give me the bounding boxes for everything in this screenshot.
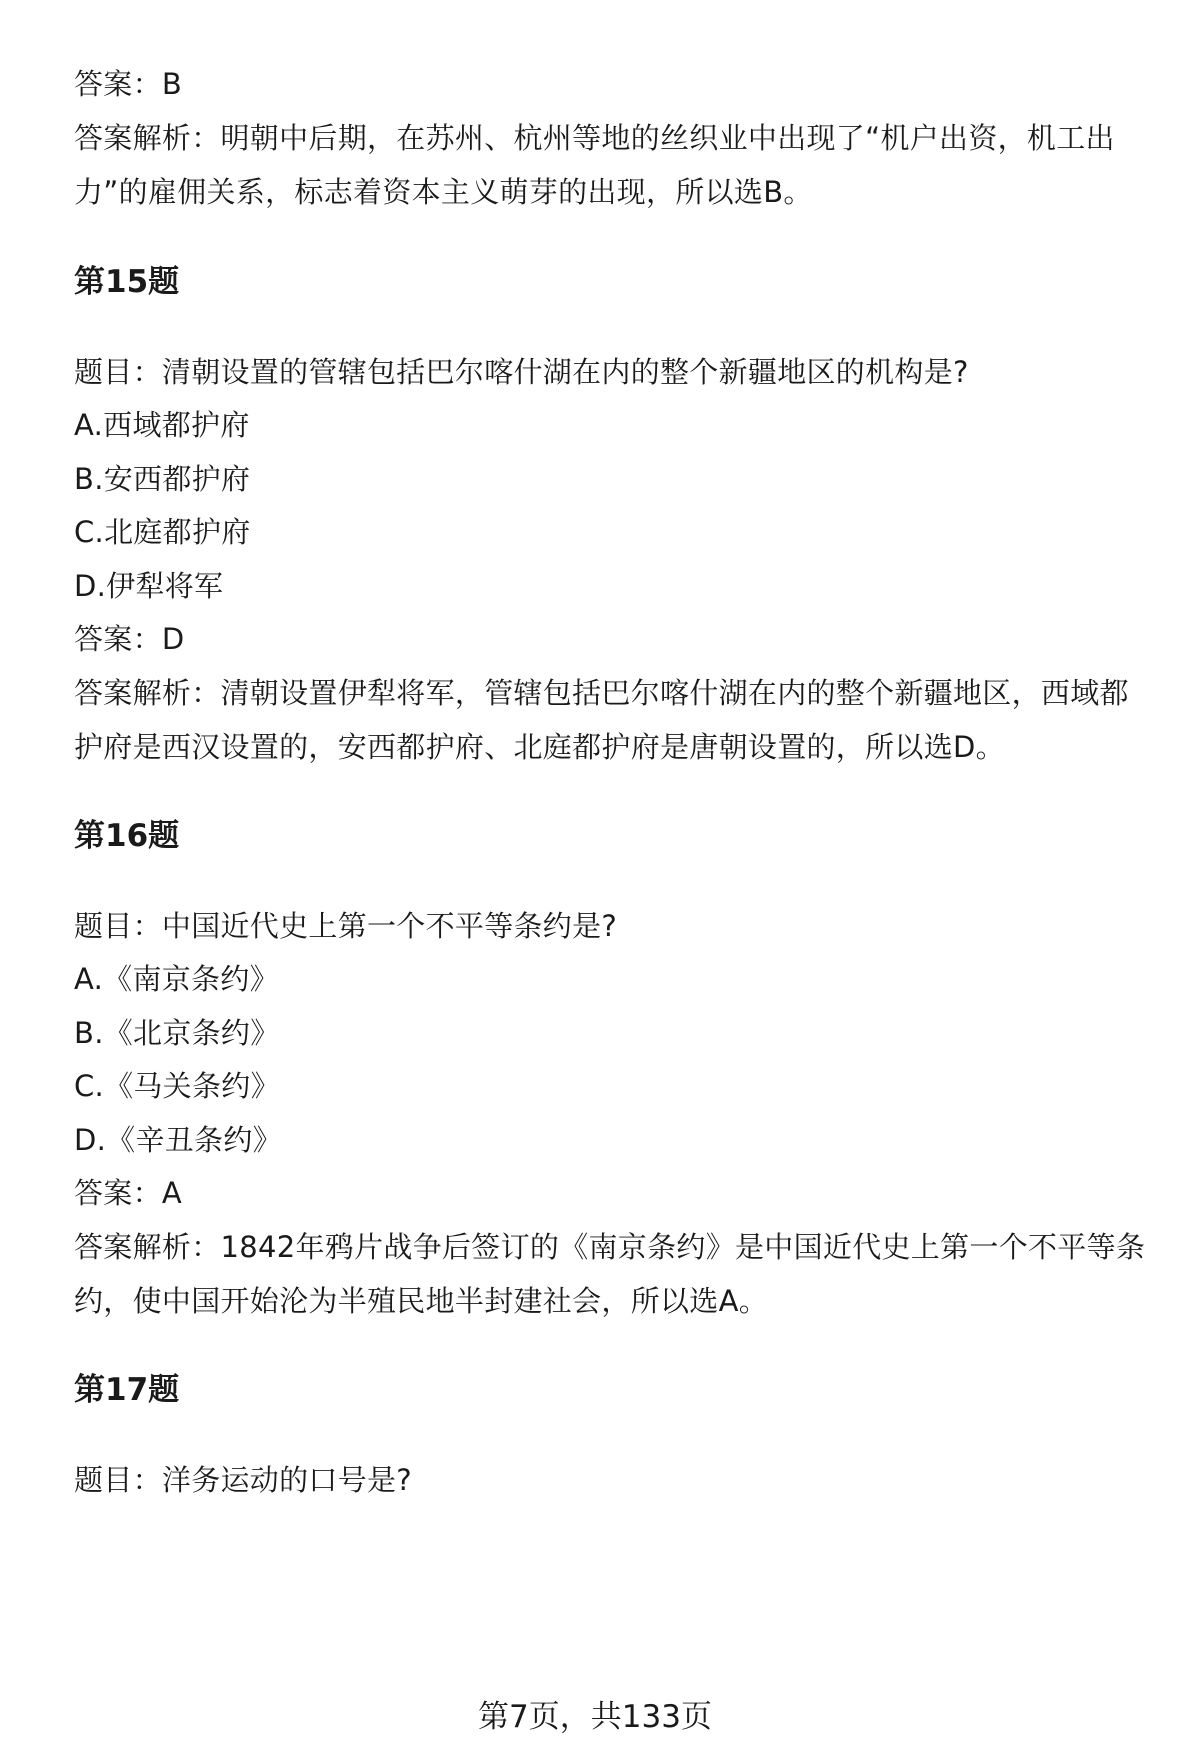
q15-heading: 第15题: [74, 264, 180, 300]
q15-option-d: D.伊犁将军: [74, 569, 224, 603]
q16-analysis-line-2: 约，使中国开始沦为半殖民地半封建社会，所以选A。: [74, 1284, 769, 1318]
q16-option-c: C.《马关条约》: [74, 1069, 280, 1103]
q15-option-a: A.西域都护府: [74, 408, 250, 442]
q16-heading: 第16题: [74, 818, 180, 854]
q15-question: 题目：清朝设置的管辖包括巴尔喀什湖在内的整个新疆地区的机构是?: [74, 355, 969, 389]
q15-analysis-line-2: 护府是西汉设置的，安西都护府、北庭都护府是唐朝设置的，所以选D。: [74, 730, 1005, 764]
q14-analysis-line-2: 力”的雇佣关系，标志着资本主义萌芽的出现，所以选B。: [74, 175, 813, 209]
q16-option-a: A.《南京条约》: [74, 962, 279, 996]
q16-option-b: B.《北京条约》: [74, 1016, 280, 1050]
q14-answer: 答案：B: [74, 67, 183, 101]
q16-option-d: D.《辛丑条约》: [74, 1123, 282, 1157]
q15-option-b: B.安西都护府: [74, 462, 251, 496]
q16-answer: 答案：A: [74, 1176, 183, 1210]
q17-question: 题目：洋务运动的口号是?: [74, 1463, 412, 1497]
q16-question: 题目：中国近代史上第一个不平等条约是?: [74, 909, 618, 943]
q14-analysis-line-1: 答案解析：明朝中后期，在苏州、杭州等地的丝织业中出现了“机户出资，机工出: [74, 121, 1115, 155]
page-number-footer: 第7页，共133页: [478, 1699, 712, 1735]
q15-answer: 答案：D: [74, 622, 185, 656]
q16-analysis-line-1: 答案解析：1842年鸦片战争后签订的《南京条约》是中国近代史上第一个不平等条: [74, 1230, 1146, 1264]
q15-option-c: C.北庭都护府: [74, 515, 251, 549]
q15-analysis-line-1: 答案解析：清朝设置伊犁将军，管辖包括巴尔喀什湖在内的整个新疆地区，西域都: [74, 676, 1129, 710]
q17-heading: 第17题: [74, 1372, 180, 1408]
